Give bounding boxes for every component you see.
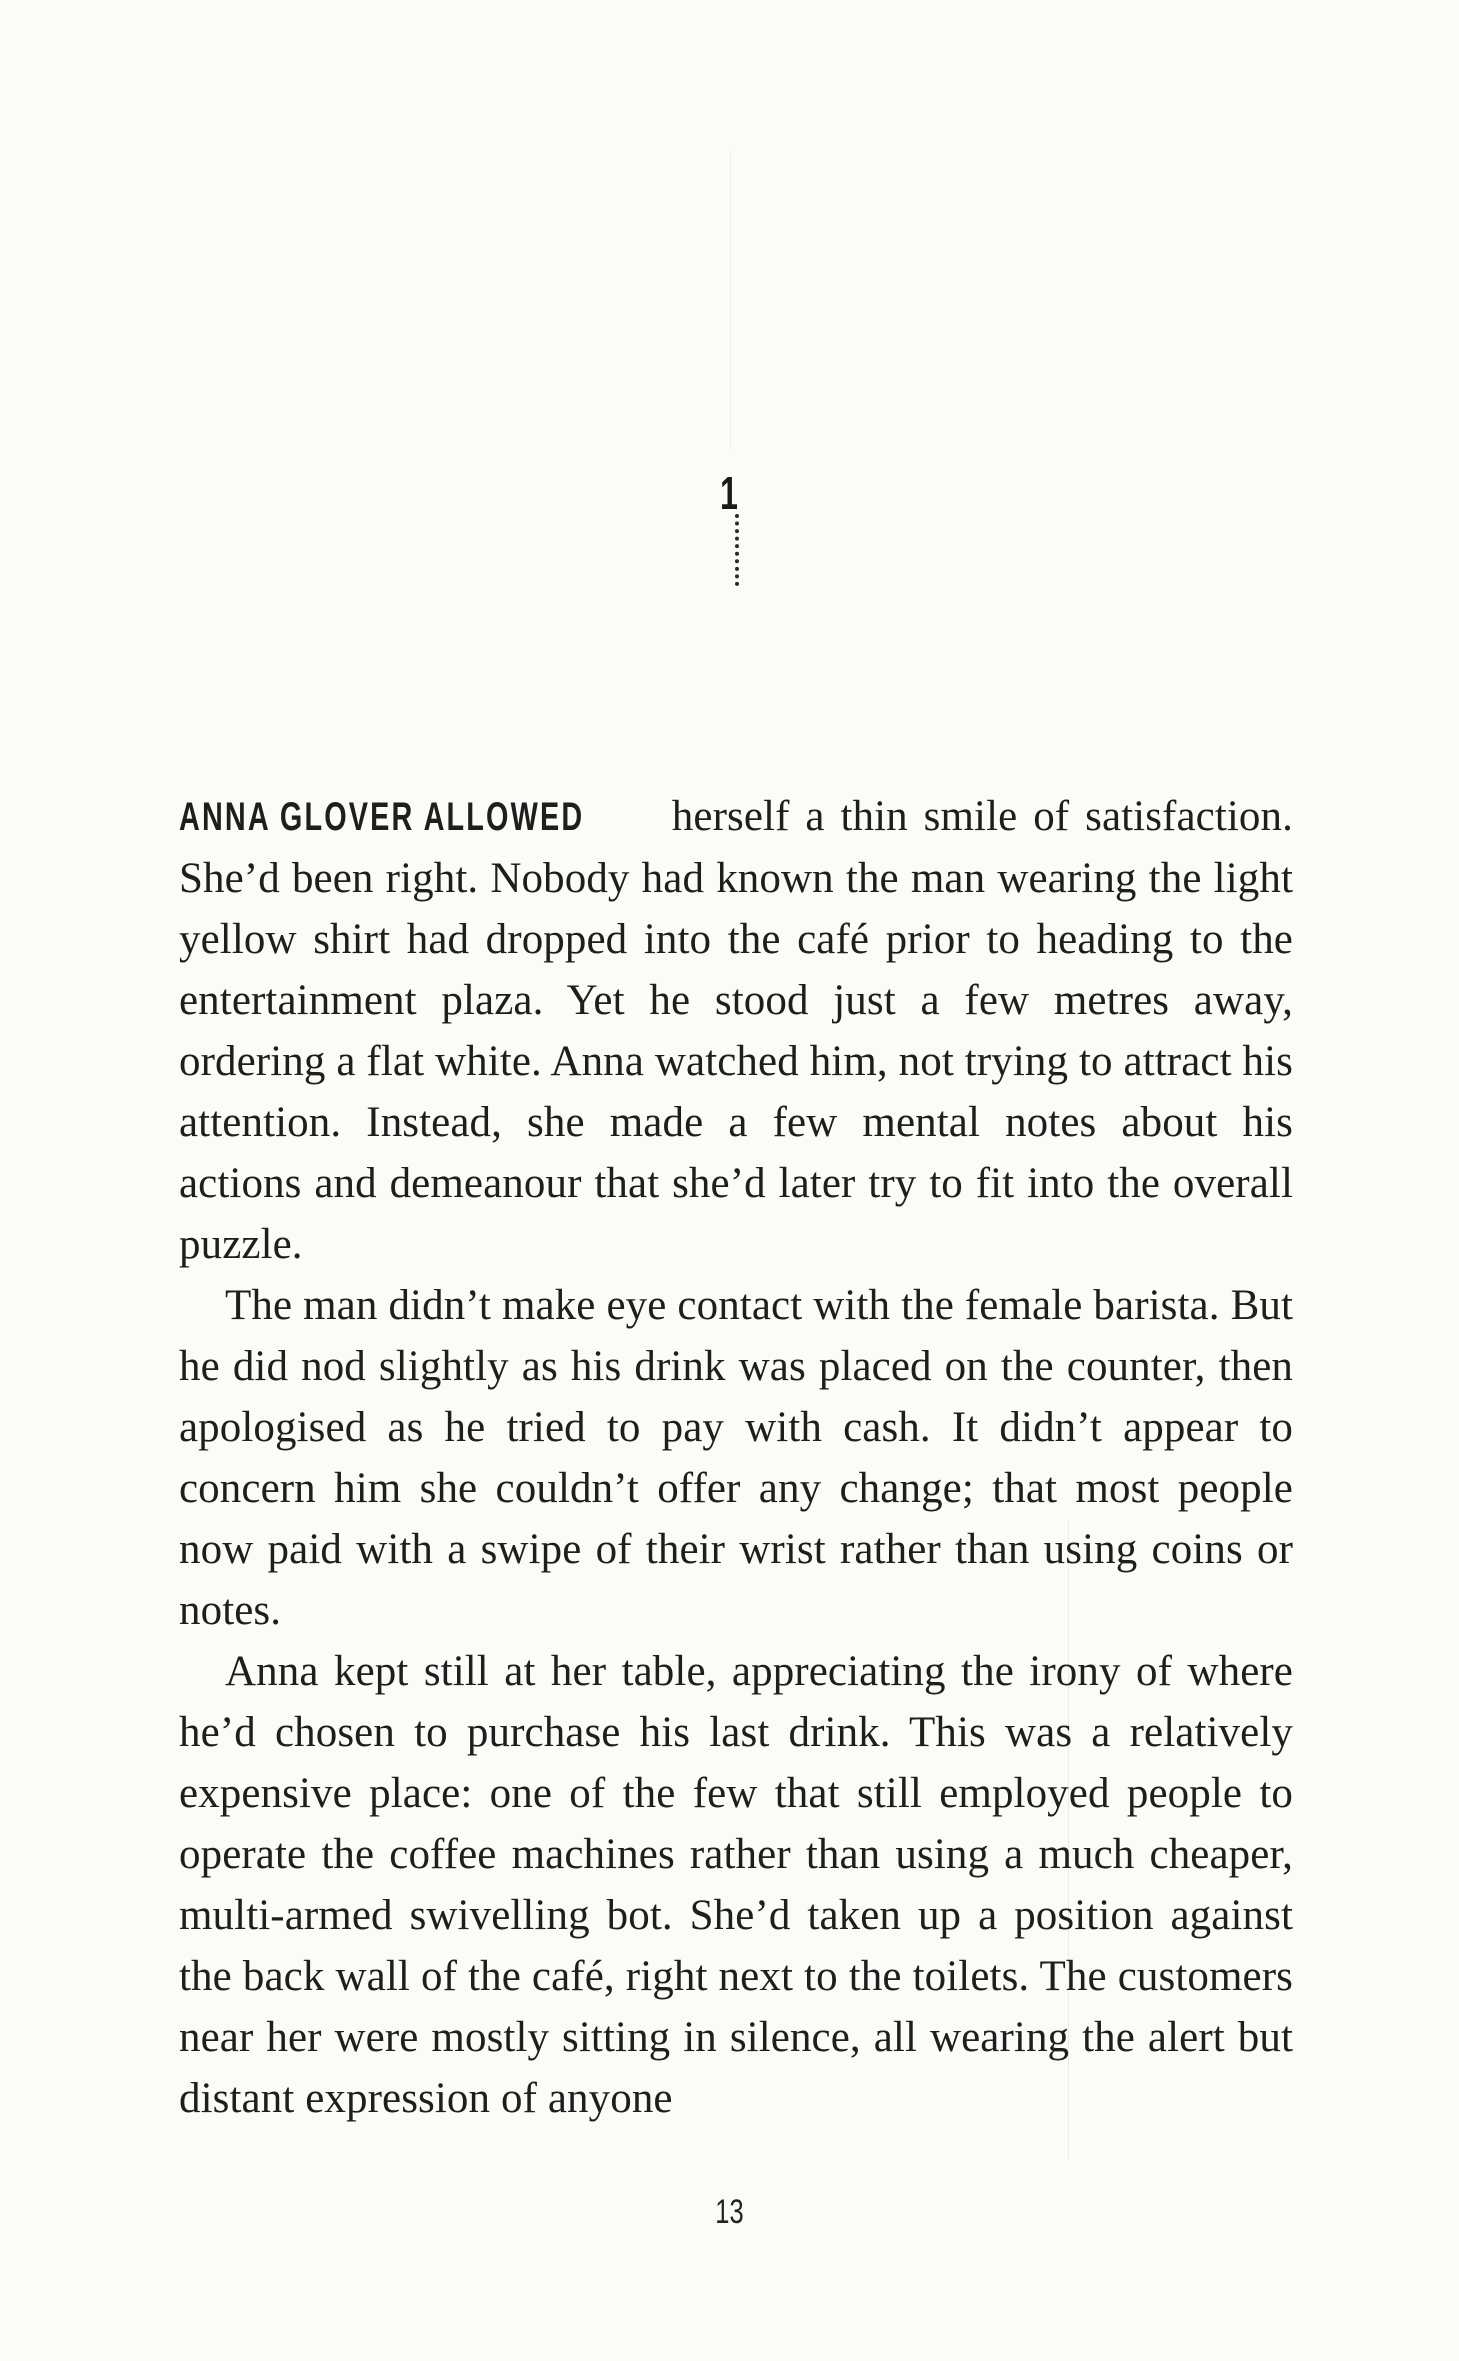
- paragraph: Anna kept still at her table, appreciating the irony of where he’d chosen to purchase his last drink. This was a relatively expensive place: one of the few that still employed people to operate the coffee machines rather than using a much cheaper, multi-armed swivelling bot. She’d taken up a position against the back wall of the café, right next to the toilets. The customers near her were mostly sitting in silence, all wearing the alert but distant expression of anyone: [179, 1648, 1293, 2122]
- lead-in-small-caps: ANNA GLOVER ALLOWED: [179, 795, 585, 839]
- chapter-dotted-rule: [735, 514, 739, 586]
- chapter-number: 1: [720, 467, 738, 519]
- scan-crease: [730, 150, 731, 450]
- paragraph: The man didn’t make eye contact with the female barista. But he did nod slightly as his drink was placed on the counter, then apologised as he tried to pay with cash. It didn’t appear to concern him she couldn’t offer any change; that most people now paid with a swipe of their wrist rather than using coins or notes.: [179, 1282, 1293, 1634]
- paragraph: [179, 786, 1293, 1275]
- body-text: [179, 786, 1293, 2129]
- paragraph-1-text: herself a thin smile of satisfaction. She’d been right. Nobody had known the man wearing the light yellow shirt had dropped into the café prior to heading to the entertainment plaza. Yet he stood just a few metres away, ordering a flat white. Anna watched him, not trying to attract his attention. Instead, she made a few mental notes about his actions and demeanour that she’d later try to fit into the overall puzzle.: [179, 793, 1293, 1268]
- page-number: 13: [715, 2193, 744, 2231]
- chapter-heading: [720, 467, 750, 590]
